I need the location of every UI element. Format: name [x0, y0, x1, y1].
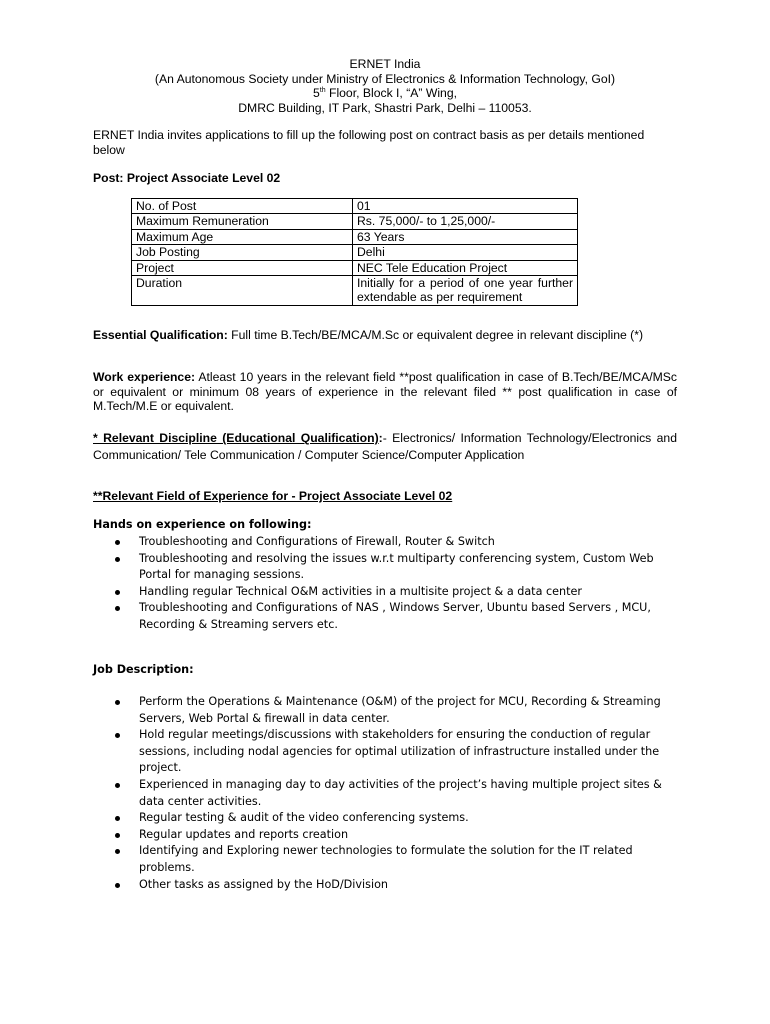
- list-item-text: Experienced in managing day to day activities of the project’s having multiple project sites & data center activities.: [139, 777, 662, 808]
- discipline-text: - Electronics/ Information Technology/Electronics and Communication/ Tele Communication / Computer Science/Computer Application: [93, 431, 677, 462]
- bullet-icon: [115, 883, 120, 888]
- list-item-text: Other tasks as assigned by the HoD/Division: [139, 877, 389, 891]
- table-key: No. of Post: [132, 199, 353, 214]
- work-label: Work experience:: [93, 370, 196, 384]
- job-description-title: Job Description:: [93, 663, 194, 676]
- table-key: Job Posting: [132, 245, 353, 260]
- list-item-text: Hold regular meetings/discussions with stakeholders for ensuring the conduction of regular sessions, including nodal agencies for optimal utilization of infrastructure installed under the project.: [139, 728, 660, 775]
- bullet-icon: [115, 733, 120, 738]
- table-value: Delhi: [353, 245, 578, 260]
- bullet-icon: [115, 700, 120, 705]
- table-value: Rs. 75,000/- to 1,25,000/-: [353, 214, 578, 229]
- list-item: [93, 600, 683, 633]
- table-row: [132, 229, 578, 244]
- bullet-icon: [115, 833, 120, 838]
- table-row: [132, 214, 578, 229]
- essential-text: Full time B.Tech/BE/MCA/M.Sc or equivalent degree in relevant discipline (*): [227, 328, 644, 342]
- address-line-2: DMRC Building, IT Park, Shastri Park, Delhi – 110053.: [238, 100, 532, 115]
- post-title: Post: Project Associate Level 02: [93, 171, 281, 185]
- bullet-icon: [115, 783, 120, 788]
- list-item-text: Regular testing & audit of the video conferencing systems.: [139, 811, 469, 825]
- list-item: [93, 694, 683, 727]
- essential-label: Essential Qualification:: [93, 328, 228, 342]
- bullet-icon: [115, 540, 120, 545]
- list-item-text: Troubleshooting and Configurations of NAS , Windows Server, Ubuntu based Servers , MCU, Recording & Streaming servers etc.: [139, 601, 651, 631]
- list-item-text: Perform the Operations & Maintenance (O&M) of the project for MCU, Recording & Streaming Servers, Web Portal & firewall in data center.: [139, 695, 661, 725]
- bullet-icon: [115, 606, 120, 611]
- intro-paragraph: ERNET India invites applications to fill up the following post on contract basis as per details mentioned below: [93, 128, 645, 157]
- address-line-1: [93, 86, 677, 101]
- list-item: [93, 827, 683, 844]
- org-description: (An Autonomous Society under Ministry of Electronics & Information Technology, GoI): [154, 71, 616, 86]
- bullet-icon: [115, 590, 120, 595]
- list-item: [93, 551, 683, 584]
- org-name: ERNET India: [349, 57, 421, 71]
- table-key: Maximum Remuneration: [132, 214, 353, 229]
- list-item: [93, 584, 683, 601]
- floor-number: 5: [312, 86, 320, 101]
- post-details-table: [131, 198, 578, 306]
- table-value: 63 Years: [353, 229, 578, 244]
- bullet-icon: [115, 816, 120, 821]
- list-item-text: Troubleshooting and Configurations of Firewall, Router & Switch: [139, 535, 495, 548]
- bullet-icon: [115, 557, 120, 562]
- discipline-label: * Relevant Discipline (Educational Qualification): [93, 431, 379, 445]
- floor-rest: Floor, Block I, “A” Wing,: [325, 86, 457, 101]
- list-item: [93, 877, 683, 894]
- table-row: [132, 276, 578, 306]
- relevant-discipline: [93, 430, 677, 463]
- letterhead: [93, 57, 677, 115]
- work-experience: [93, 370, 677, 414]
- table-row: [132, 260, 578, 275]
- work-text: Atleast 10 years in the relevant field **post qualification in case of B.Tech/BE/MCA/MSc or equivalent or minimum 08 years of experience in the relevant filed ** post qualification in case of M.Tech/M.E or equivalent.: [93, 370, 677, 414]
- table-row: [132, 199, 578, 214]
- list-item-text: Troubleshooting and resolving the issues w.r.t multiparty conferencing system, Custom Web Portal for managing sessions.: [139, 551, 654, 582]
- table-row: [132, 245, 578, 260]
- bullet-icon: [115, 849, 120, 854]
- relevant-field-title: **Relevant Field of Experience for - Project Associate Level 02: [93, 489, 453, 503]
- hands-on-title: Hands on experience on following:: [93, 518, 312, 531]
- list-item: [93, 843, 683, 876]
- table-key: Project: [132, 260, 353, 275]
- table-value: 01: [353, 199, 578, 214]
- essential-qualification: [93, 328, 677, 343]
- floor-ordinal: th: [319, 87, 326, 95]
- job-description-list: [93, 694, 683, 893]
- list-item-text: Handling regular Technical O&M activities in a multisite project & a data center: [139, 584, 582, 598]
- list-item: [93, 777, 683, 810]
- hands-on-list: [93, 534, 683, 634]
- table-value: NEC Tele Education Project: [353, 260, 578, 275]
- list-item: [93, 810, 683, 827]
- table-value: Initially for a period of one year further extendable as per requirement: [353, 276, 578, 306]
- list-item-text: Regular updates and reports creation: [139, 827, 349, 841]
- table-key: Duration: [132, 276, 353, 306]
- list-item: [93, 534, 683, 551]
- list-item: [93, 727, 683, 777]
- table-key: Maximum Age: [132, 229, 353, 244]
- list-item-text: Identifying and Exploring newer technologies to formulate the solution for the IT related problems.: [139, 844, 633, 874]
- discipline-colon: :: [378, 431, 383, 445]
